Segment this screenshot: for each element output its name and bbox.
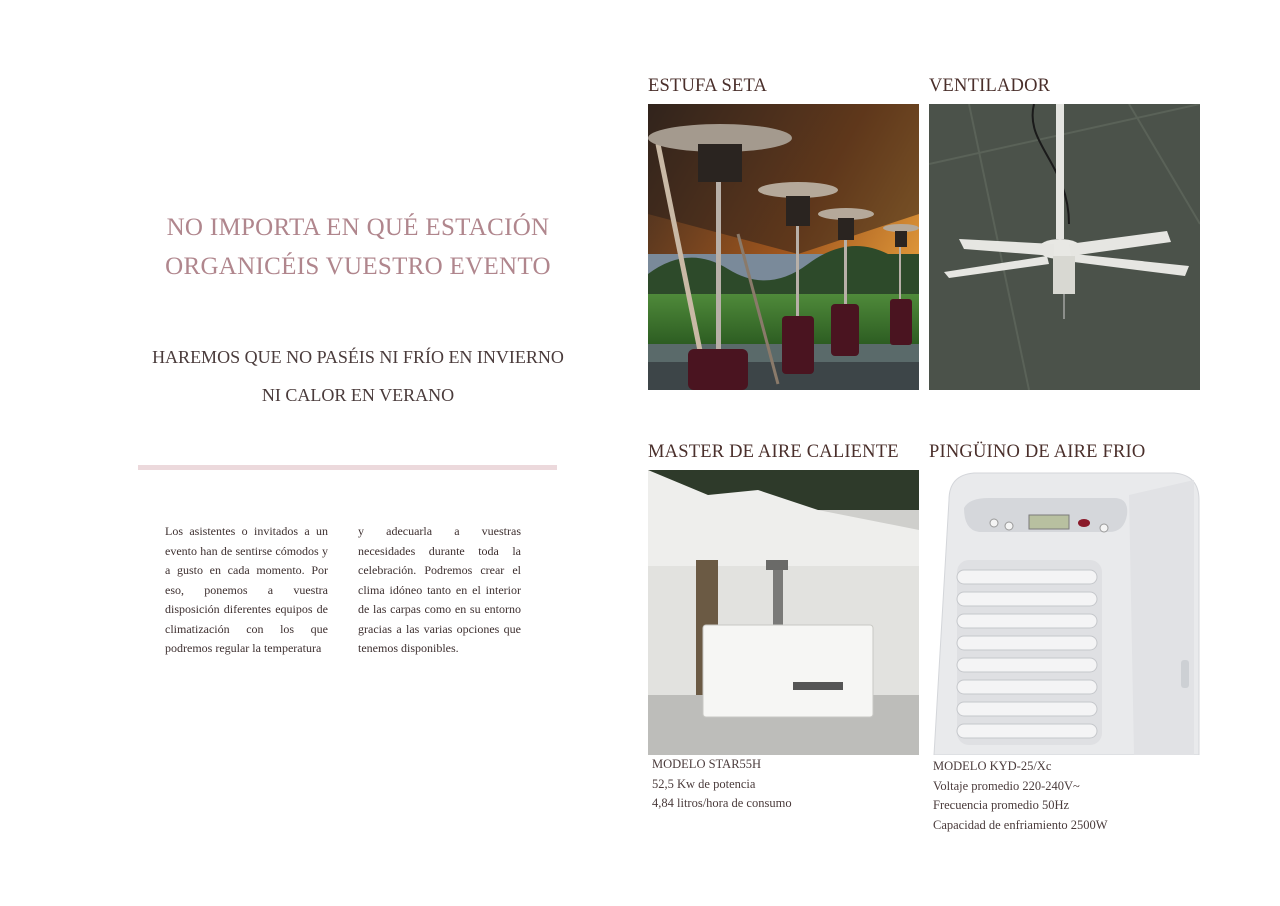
master-spec-power: 52,5 Kw de potencia <box>652 776 756 791</box>
master-spec-consumption: 4,84 litros/hora de consumo <box>652 796 792 810</box>
pinguino-spec-model: MODELO KYD-25/Xc <box>933 759 1052 773</box>
pinguino-aire-frio-photo <box>929 470 1200 755</box>
pinguino-aire-frio-specs <box>933 757 1108 835</box>
pinguino-spec-capacity: Capacidad de enfriamiento 2500W <box>933 817 1108 832</box>
master-aire-caliente-specs <box>652 755 792 814</box>
estufa-seta-photo <box>648 104 919 390</box>
divider <box>138 465 557 470</box>
subheadline-line-2: NI CALOR EN VERANO <box>261 385 455 405</box>
subheadline-line-1: HAREMOS QUE NO PASÉIS NI FRÍO EN INVIERNO <box>152 347 564 367</box>
ventilador-photo <box>929 104 1200 390</box>
pinguino-aire-frio-title: PINGÜINO DE AIRE FRIO <box>929 442 1146 462</box>
master-aire-caliente-photo <box>648 470 919 755</box>
body-text-column-2: y adecuarla a vuestras necesidades durante toda la celebración. Podremos crear el clima idóneo tanto en el interior de las carpas como en su entorno gracias a las varias opciones que tenemos disponibles. <box>358 524 521 655</box>
master-aire-caliente-title: MASTER DE AIRE CALIENTE <box>648 442 899 462</box>
ventilador-title: VENTILADOR <box>929 76 1051 96</box>
master-spec-model: MODELO STAR55H <box>652 757 762 771</box>
pinguino-spec-voltage: Voltaje promedio 220-240V~ <box>933 778 1080 793</box>
headline-line-1: NO IMPORTA EN QUÉ ESTACIÓN <box>166 214 550 241</box>
subheadline <box>130 338 586 414</box>
estufa-seta-title: ESTUFA SETA <box>648 76 768 96</box>
headline-line-2: ORGANICÉIS VUESTRO EVENTO <box>165 253 551 280</box>
pinguino-spec-frequency: Frecuencia promedio 50Hz <box>933 798 1070 812</box>
body-text-column-1: Los asistentes o invitados a un evento han de sentirse cómodos y a gusto en cada momento. Por eso, ponemos a vuestra disposición diferentes equipos de climatización con los que podremos regular la temperatura <box>165 524 328 655</box>
headline <box>130 208 586 286</box>
